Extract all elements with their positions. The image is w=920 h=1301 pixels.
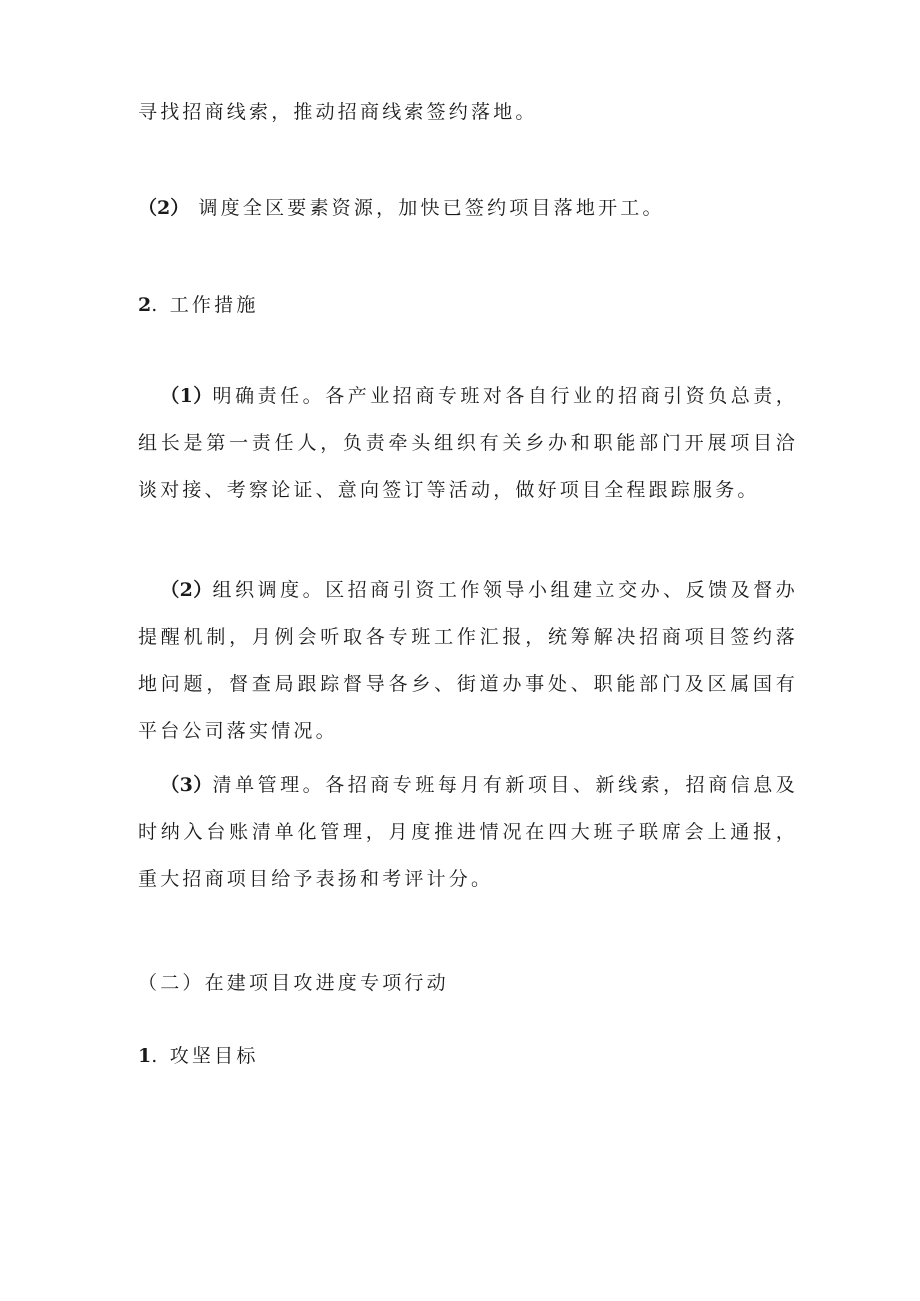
- measure-paragraph-3: [138, 762, 798, 903]
- heading-number: 2: [138, 294, 152, 316]
- measure-number: （1）: [160, 385, 213, 407]
- heading-text: . 工作措施: [151, 294, 259, 316]
- measure-paragraph-2: [138, 567, 798, 755]
- sub-item-text: 调度全区要素资源，加快已签约项目落地开工。: [198, 197, 665, 219]
- measure-paragraph-1: [138, 373, 798, 514]
- measure-text: 明确责任。各产业招商专班对各自行业的招商引资负总责，组长是第一责任人，负责牵头组织有关乡办和职能部门开展项目洽谈对接、考察论证、意向签订等活动，做好项目全程跟踪服务。: [138, 385, 798, 501]
- heading-number: 1: [138, 1045, 152, 1067]
- sub-item-number: （2）: [138, 197, 190, 219]
- heading-text: . 攻坚目标: [151, 1045, 259, 1067]
- measure-number: （3）: [160, 774, 213, 796]
- sub-item-2: [138, 196, 920, 220]
- measure-text: 清单管理。各招商专班每月有新项目、新线索，招商信息及时纳入台账清单化管理，月度推进情况在四大班子联席会上通报，重大招商项目给予表扬和考评计分。: [138, 774, 798, 890]
- measure-text: 组织调度。区招商引资工作领导小组建立交办、反馈及督办提醒机制，月例会听取各专班工作汇报，统筹解决招商项目签约落地问题，督查局跟踪督导各乡、街道办事处、职能部门及区属国有平台公司落实情况。: [138, 579, 798, 742]
- measure-number: （2）: [160, 579, 213, 601]
- heading-work-measures: [138, 293, 920, 317]
- heading-targets: [138, 1044, 920, 1068]
- text-line: [138, 100, 920, 124]
- section-heading: [138, 971, 920, 995]
- line-text: 寻找招商线索，推动招商线索签约落地。: [138, 101, 538, 123]
- section-heading-text: （二）在建项目攻进度专项行动: [138, 972, 449, 994]
